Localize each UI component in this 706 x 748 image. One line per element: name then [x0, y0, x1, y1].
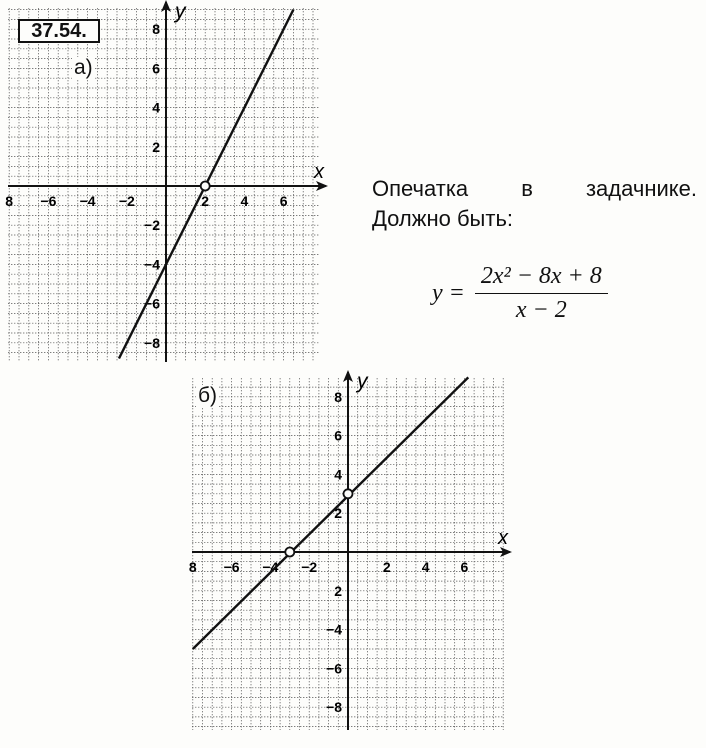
- open-point: [344, 489, 353, 498]
- y-tick-label: −8: [326, 699, 342, 716]
- y-tick-label: 2: [334, 505, 342, 522]
- formula-numerator: 2x² − 8x + 8: [475, 263, 608, 294]
- y-tick-label: 6: [334, 427, 342, 444]
- y-tick-label: −4: [326, 621, 342, 638]
- y-tick-label: −4: [144, 256, 160, 273]
- x-tick-label: −2: [118, 193, 135, 209]
- typo-note: [372, 174, 697, 234]
- y-tick-label: 8: [152, 21, 160, 38]
- x-tick-label: 6: [460, 559, 469, 575]
- open-point: [285, 548, 294, 557]
- y-tick-label: 6: [152, 60, 160, 77]
- x-tick-label: −4: [79, 193, 96, 209]
- note-word: задачнике.: [585, 176, 697, 201]
- y-tick-label: 2: [334, 582, 342, 599]
- y-tick-label: 2: [152, 138, 160, 155]
- x-tick-label: −4: [262, 559, 279, 575]
- y-tick-label: 8: [334, 388, 342, 405]
- x-tick-label: 4: [240, 193, 249, 209]
- x-tick-label: 8: [188, 559, 197, 575]
- note-word: Опечатка: [372, 176, 469, 201]
- x-tick-label: −6: [223, 559, 240, 575]
- note-word: в: [521, 176, 533, 201]
- corrected-formula: [432, 258, 608, 328]
- x-tick-label: 2: [201, 193, 210, 209]
- y-tick-label: −8: [144, 334, 160, 351]
- x-tick-label: 6: [279, 193, 288, 209]
- typo-note-line2: Должно быть:: [372, 206, 514, 231]
- formula-lhs: y =: [432, 279, 465, 306]
- x-axis-label: x: [314, 161, 324, 183]
- y-tick-label: 4: [152, 99, 160, 116]
- x-tick-label: 4: [421, 559, 430, 575]
- y-tick-label: −2: [144, 217, 160, 234]
- formula-fraction: [475, 263, 608, 324]
- x-tick-label: −2: [301, 559, 318, 575]
- y-tick-label: 4: [334, 466, 342, 483]
- y-tick-label: −6: [326, 660, 342, 677]
- x-axis-label: x: [498, 527, 508, 549]
- y-tick-label: −6: [144, 295, 160, 312]
- part-label-b: б): [198, 384, 218, 407]
- x-tick-label: 2: [382, 559, 391, 575]
- x-tick-label: −6: [40, 193, 57, 209]
- graph-group: [189, 370, 512, 730]
- problem-number: 37.54.: [18, 19, 100, 43]
- part-label-a: а): [74, 56, 93, 79]
- typo-note-line1: [372, 174, 697, 204]
- formula-denominator: x − 2: [515, 296, 567, 323]
- y-axis-label: y: [357, 370, 368, 393]
- y-axis-label: y: [175, 0, 186, 23]
- x-tick-label: 8: [5, 193, 14, 209]
